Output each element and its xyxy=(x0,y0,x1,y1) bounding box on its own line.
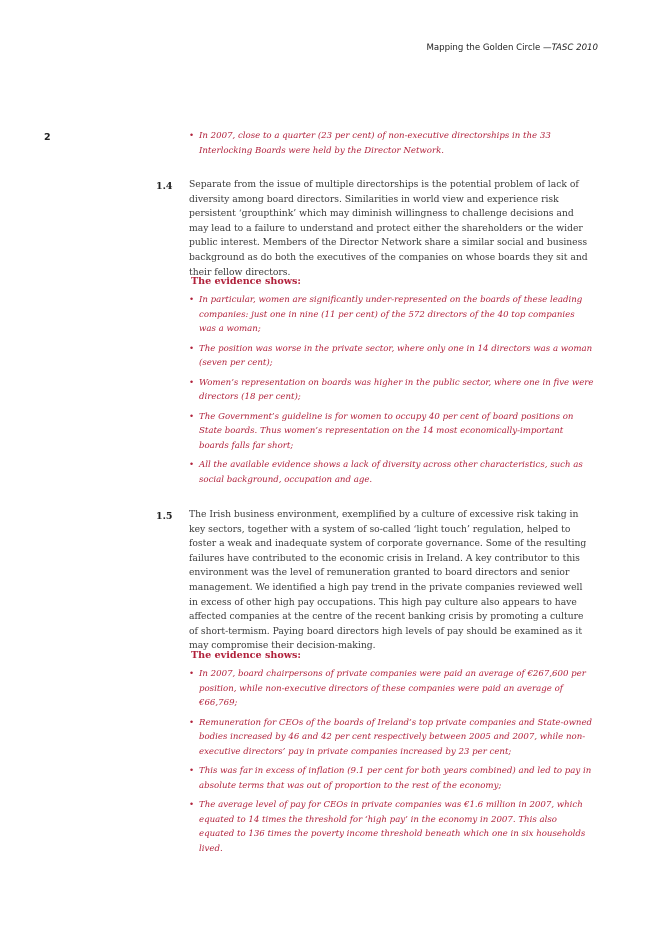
section-1-5-evidence xyxy=(189,650,594,861)
list-item: • In 2007, close to a quarter (23 per cent) of non-executive directorships in the 33 Interlocking Boards were held by the Director Network. xyxy=(189,129,594,158)
list-item: • The average level of pay for CEOs in private companies was €1.6 million in 2007, which equated to 14 times the threshold for ‘high pay’ in the economy in 2007. This also equated to 136 times the poverty income threshold beneath which one in six households lived. xyxy=(189,798,594,856)
section-paragraph: The Irish business environment, exemplified by a culture of excessive risk taking in key sectors, together with a system of so-called ‘light touch’ regulation, helped to foster a weak and inadequate system of corporate governance. Some of the resulting failures have contributed to the economic crisis in Ireland. A key contributor to this environment was the level of remuneration granted to board directors and senior management. We identified a high pay trend in the private companies reviewed well in excess of other high pay occupations. This high pay culture also appears to have affected companies at the centre of the recent banking crisis by promoting a culture of short-termism. Paying board directors high levels of pay should be examined as it may compromise their decision-making. xyxy=(189,509,587,652)
evidence-heading: The evidence shows: xyxy=(191,650,301,661)
list-item: • The position was worse in the private sector, where only one in 14 directors was a woman (seven per cent); xyxy=(189,342,594,371)
section-1-5 xyxy=(189,508,594,654)
section-number-1-5: 1.5 xyxy=(156,511,173,522)
list-item: • In particular, women are significantly under-represented on the boards of these leading companies: just one in nine (11 per cent) of the 572 directors of the 40 top companies was a woman; xyxy=(189,293,594,337)
section-paragraph: Separate from the issue of multiple directorships is the potential problem of lack of diversity among board directors. Similarities in world view and experience risk persistent ‘groupthink’ which may diminish willingness to challenge decisions and may lead to a failure to understand and protect either the shareholders or the wider public interest. Members of the Director Network share a similar social and business background as do both the executives of the companies on whose boards they sit and their fellow directors. xyxy=(189,179,588,278)
list-item: • The Government’s guideline is for women to occupy 40 per cent of board positions on State boards. Thus women’s representation on the 14 most economically-important boards falls far short; xyxy=(189,410,594,454)
list-item: • Women’s representation on boards was higher in the public sector, where one in five were directors (18 per cent); xyxy=(189,376,594,405)
section-number-1-4: 1.4 xyxy=(156,181,173,192)
evidence-list xyxy=(189,667,594,856)
document-title: Mapping the Golden Circle xyxy=(426,43,541,53)
evidence-list xyxy=(189,293,594,487)
intro-bullet-list xyxy=(189,129,594,158)
document-subtitle: —TASC 2010 xyxy=(543,43,598,53)
page-number: 2 xyxy=(44,132,51,143)
section-1-4-evidence xyxy=(189,276,594,492)
list-item: • This was far in excess of inflation (9.1 per cent for both years combined) and led to pay in absolute terms that was out of proportion to the rest of the economy; xyxy=(189,764,594,793)
intro-bullet-block xyxy=(189,129,594,163)
section-1-4 xyxy=(189,178,594,280)
list-item: • All the available evidence shows a lack of diversity across other characteristics, such as social background, occupation and age. xyxy=(189,458,594,487)
running-header xyxy=(426,43,598,53)
list-item: • Remuneration for CEOs of the boards of Ireland’s top private companies and State-owned bodies increased by 46 and 42 per cent respectively between 2005 and 2007, while non-executive directors’ pay in private companies increased by 23 per cent; xyxy=(189,716,594,760)
evidence-heading: The evidence shows: xyxy=(191,276,301,287)
list-item: • In 2007, board chairpersons of private companies were paid an average of €267,600 per position, while non-executive directors of these companies were paid an average of €66,769; xyxy=(189,667,594,711)
